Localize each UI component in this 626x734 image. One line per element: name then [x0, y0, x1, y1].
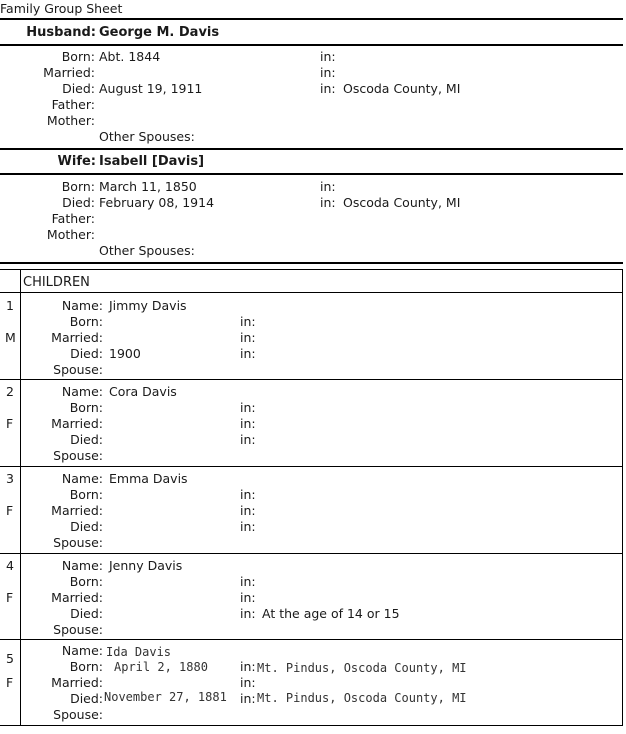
- child-spouse-label: Spouse:: [53, 622, 103, 637]
- child-died-in-label: in:: [240, 606, 256, 621]
- child-name: Ida Davis: [106, 645, 172, 659]
- child-sex: M: [5, 330, 16, 345]
- child-spouse-label: Spouse:: [53, 535, 103, 550]
- husband-born-value: Abt. 1844: [99, 49, 161, 64]
- child-married-label: Married:: [51, 675, 103, 690]
- child-born-place: Mt. Pindus, Oscoda County, MI: [257, 661, 467, 675]
- husband-name: George M. Davis: [99, 25, 220, 40]
- child-sex: F: [6, 590, 14, 605]
- child-died-in-label: in:: [240, 432, 256, 447]
- child-born-label: Born:: [69, 314, 103, 329]
- divider: [0, 262, 623, 264]
- child-number: 2: [6, 384, 14, 399]
- wife-died-in-label: in:: [320, 195, 336, 210]
- divider: [0, 148, 623, 150]
- child-married-in-label: in:: [240, 675, 256, 690]
- wife-born-label: Born:: [61, 179, 95, 194]
- child-born-label: Born:: [69, 487, 103, 502]
- wife-born-in-label: in:: [320, 179, 336, 194]
- divider: [0, 173, 623, 175]
- divider: [0, 18, 623, 20]
- child-spouse-label: Spouse:: [53, 707, 103, 722]
- child-married-label: Married:: [51, 590, 103, 605]
- child-number: 1: [6, 298, 14, 313]
- child-name-label: Name:: [61, 558, 103, 573]
- child-married-in-label: in:: [240, 330, 256, 345]
- table-top-border: [0, 269, 623, 270]
- child-name-label: Name:: [61, 643, 103, 658]
- child-sex: F: [6, 503, 14, 518]
- child-sex: F: [6, 675, 14, 690]
- child-born-label: Born:: [69, 400, 103, 415]
- husband-died-value: August 19, 1911: [99, 81, 203, 96]
- child-born-in-label: in:: [240, 487, 256, 502]
- wife-role-label: Wife:: [57, 154, 96, 169]
- divider: [0, 44, 623, 46]
- child-name: Emma Davis: [109, 471, 188, 486]
- wife-died-value: February 08, 1914: [99, 195, 215, 210]
- child-name: Jimmy Davis: [109, 298, 187, 313]
- child-name: Jenny Davis: [109, 558, 183, 573]
- husband-born-in-label: in:: [320, 49, 336, 64]
- child-name-label: Name:: [61, 471, 103, 486]
- wife-died-label: Died:: [62, 195, 95, 210]
- table-row-border: [0, 292, 623, 293]
- child-married-in-label: in:: [240, 416, 256, 431]
- child-number: 3: [6, 471, 14, 486]
- children-header: CHILDREN: [23, 275, 90, 290]
- husband-married-in-label: in:: [320, 65, 336, 80]
- husband-died-place: Oscoda County, MI: [343, 81, 461, 96]
- child-died-label: Died:: [70, 346, 103, 361]
- table-row-border: [0, 639, 623, 640]
- child-died-value: November 27, 1881: [104, 690, 227, 704]
- child-married-in-label: in:: [240, 590, 256, 605]
- wife-father-label: Father:: [51, 211, 95, 226]
- wife-born-value: March 11, 1850: [99, 179, 197, 194]
- child-died-place: Mt. Pindus, Oscoda County, MI: [257, 691, 467, 705]
- child-born-value: April 2, 1880: [114, 660, 208, 674]
- wife-mother-label: Mother:: [46, 227, 95, 242]
- husband-mother-label: Mother:: [46, 113, 95, 128]
- husband-other-spouses-label: Other Spouses:: [99, 129, 195, 144]
- child-spouse-label: Spouse:: [53, 448, 103, 463]
- table-row-border: [0, 466, 623, 467]
- child-born-in-label: in:: [240, 659, 256, 674]
- child-born-label: Born:: [69, 659, 103, 674]
- table-right-border: [622, 269, 623, 725]
- child-married-label: Married:: [51, 503, 103, 518]
- husband-died-label: Died:: [62, 81, 95, 96]
- husband-father-label: Father:: [51, 97, 95, 112]
- child-married-in-label: in:: [240, 503, 256, 518]
- child-died-in-label: in:: [240, 519, 256, 534]
- wife-died-place: Oscoda County, MI: [343, 195, 461, 210]
- child-sex: F: [6, 416, 14, 431]
- child-died-label: Died:: [70, 519, 103, 534]
- child-married-label: Married:: [51, 330, 103, 345]
- child-name: Cora Davis: [109, 384, 177, 399]
- child-born-in-label: in:: [240, 314, 256, 329]
- table-row-border: [0, 553, 623, 554]
- wife-name: Isabell [Davis]: [99, 154, 205, 169]
- child-born-in-label: in:: [240, 400, 256, 415]
- husband-role-label: Husband:: [26, 25, 96, 40]
- child-name-label: Name:: [61, 384, 103, 399]
- sheet-title: Family Group Sheet: [0, 1, 123, 16]
- table-column-divider: [20, 269, 21, 725]
- child-died-in-label: in:: [240, 691, 256, 706]
- table-row-border: [0, 379, 623, 380]
- child-married-label: Married:: [51, 416, 103, 431]
- child-died-value: 1900: [109, 346, 141, 361]
- child-died-place: At the age of 14 or 15: [262, 606, 400, 621]
- child-born-label: Born:: [69, 574, 103, 589]
- child-born-in-label: in:: [240, 574, 256, 589]
- child-number: 5: [6, 651, 14, 666]
- husband-died-in-label: in:: [320, 81, 336, 96]
- child-spouse-label: Spouse:: [53, 362, 103, 377]
- child-died-label: Died:: [70, 432, 103, 447]
- child-died-label: Died:: [70, 606, 103, 621]
- husband-married-label: Married:: [43, 65, 95, 80]
- wife-other-spouses-label: Other Spouses:: [99, 243, 195, 258]
- child-died-in-label: in:: [240, 346, 256, 361]
- child-name-label: Name:: [61, 298, 103, 313]
- child-died-label: Died:: [70, 691, 103, 706]
- husband-born-label: Born:: [61, 49, 95, 64]
- child-number: 4: [6, 558, 14, 573]
- table-bottom-border: [0, 725, 623, 726]
